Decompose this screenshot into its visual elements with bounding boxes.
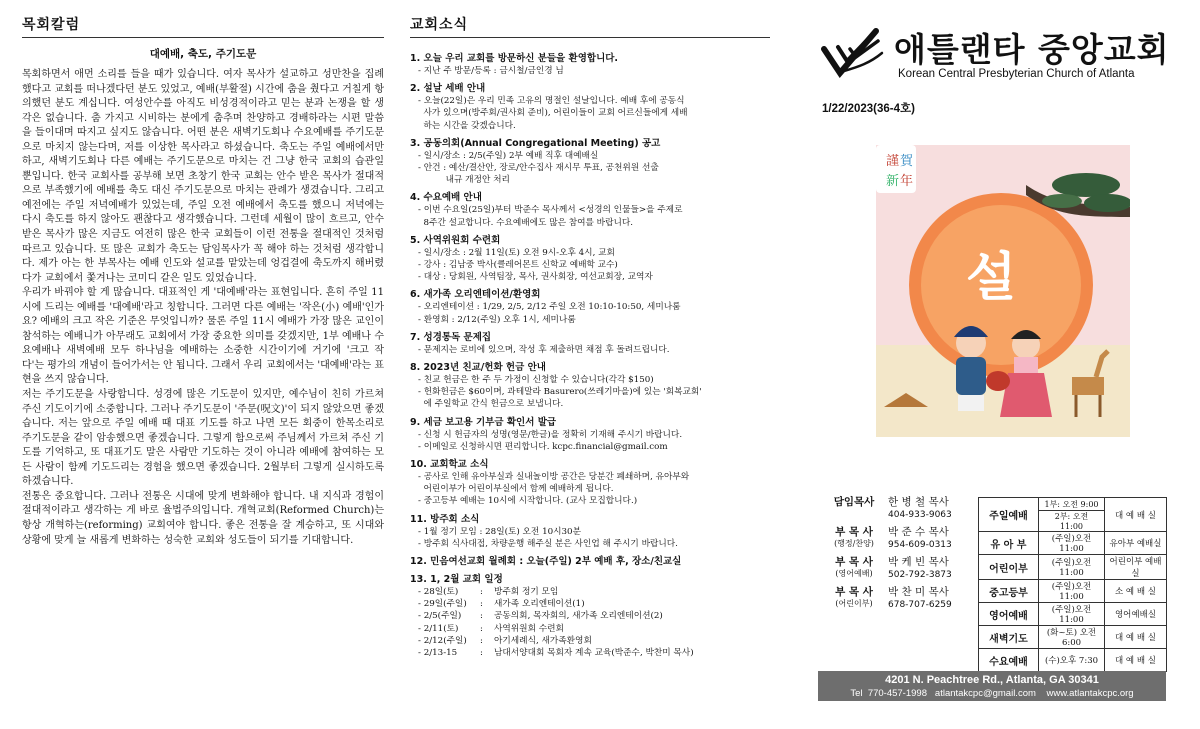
staff-title: 부 목 사 <box>835 586 873 598</box>
staff-title: 부 목 사 <box>835 526 873 538</box>
staff-role <box>826 586 882 611</box>
news-item <box>410 191 770 228</box>
schedule-event: 방주회 정기 모임 <box>494 587 559 598</box>
news-item <box>410 52 770 77</box>
schedule-separator: : <box>480 599 483 610</box>
staff-name: 박 찬 미 목사 <box>888 586 949 598</box>
column-paragraph: 전통은 중요합니다. 그러나 전통은 시대에 맞게 변화해야 합니다. 내 지식과 경험이 절대적이라고 생각하는 게 바로 율법주의입니다. 개혁교회(Reformed Church)는 항상 개혁하는(reforming) 교회여야 합니다. 좋은 전통을 잘 계승하고, 또 시대와 상황에 맞게 늘 새롭게 변화하는 성숙한 교회와 성도들이 되기를 기대합니다. <box>22 490 384 546</box>
schedule-date: - 2/12(주일) <box>418 635 467 646</box>
schedule-date: - 2/13-15 <box>418 648 458 659</box>
staff-role <box>826 526 882 551</box>
staff-info <box>882 556 952 581</box>
schedule-date: - 2/11(토) <box>418 623 459 634</box>
news-item-title: 4. 수요예배 안내 <box>410 192 482 204</box>
issue-date: 1/22/2023(36-4호) <box>822 103 915 115</box>
church-name: 애틀랜타 중앙교회 <box>894 30 1170 69</box>
news-item-line: 어린이부가 어린이부실에서 함께 예배하게 됩니다. <box>418 484 614 495</box>
column-title: 대예배, 축도, 주기도문 <box>149 48 257 60</box>
email-link[interactable]: atlantakcpc@gmail.com <box>934 688 1036 699</box>
news-item <box>410 331 770 356</box>
news-item-line: 에 주일학교 간식 헌금으로 보냅니다. <box>418 399 564 410</box>
website-link[interactable]: www.atlantakcpc.org <box>1046 688 1134 699</box>
staff-phone: 954-609-0313 <box>888 540 952 550</box>
worship-place: 대 예 배 실 <box>1105 626 1167 649</box>
staff-info <box>882 496 952 521</box>
church-name-english: Korean Central Presbyterian Church of Atlanta <box>898 68 1135 80</box>
schedule-section <box>410 573 770 659</box>
staff-department: (영어예배) <box>835 569 873 578</box>
news-item-line: - 중고등부 예배는 10시에 시작합니다. (교사 모집합니다.) <box>418 496 638 507</box>
schedule-row <box>410 623 770 635</box>
schedule-row <box>410 647 770 659</box>
worship-name: 어린이부 <box>979 555 1039 580</box>
lunar-new-year-illustration <box>876 145 1130 437</box>
news-item-title: 1. 오늘 우리 교회를 방문하신 분들을 환영합니다. <box>410 53 619 64</box>
worship-time: (수)오후 7:30 <box>1039 649 1105 672</box>
worship-row <box>979 580 1167 603</box>
staff-title: 담임목사 <box>833 496 875 508</box>
news-item-title: 12. 민음여선교회 월례회 : 오늘(주일) 2부 예배 후, 장소/친교실 <box>410 556 682 568</box>
worship-time: 1부: 오전 9:00 <box>1039 498 1105 511</box>
worship-place: 대 예 배 실 <box>1105 649 1167 672</box>
news-item-line: - 지난 주 방문/등록 : 금시철/금인경 님 <box>418 66 564 76</box>
staff-phone: 502-792-3873 <box>888 570 952 580</box>
badge-char: 賀 <box>900 154 914 169</box>
worship-place: 유아부 예배실 <box>1105 532 1167 555</box>
column-paragraph: 목회하면서 애먼 소리를 들을 때가 있습니다. 여자 목사가 설교하고 성만찬을 집례했다고 교회를 떠나겠다던 분도 있었고, 예배(부활절) 시간에 춤을 췄다고 거칠게 항의했던 분도 계십니다. 여성안수를 아직도 비성경적이라고 믿는 분과 논쟁을 할 생각은 없습니다. 춤 가지고 시비하는 분에게 춤추며 찬양하고 경배하라는 시편 말씀을 들이대며 따지고 싶지도 않습니다. 어떤 분은 새벽기도회나 수요예배를 주기도문으로 마치지 않는다며, 저를 이상한 목사라고 하셨습니다. 축도는 주일 예배에서만 하고, 새벽기도회나 다른 예배는 주기도문으로 마치는 건 그냥 한국 교회의 습관일 뿐입니다. 한국 교회사를 공부해 보면 초창기 한국 교회는 안수 받은 목사가 절대적으로 부족했기에 예배를 축도 대신 주기도문으로 마치는 관례가 생겼습니다. 그리고 예전에는 주일 저녁예배가 있었는데, 주일 오전 예배에서 축도를 했으니 저녁에는 다시 축도를 하지 않아도 괜찮다고 생각했습니다. 그런데 세월이 많이 흐르고, 안수 받은 목사가 많은 지금도 여전히 많은 한국 교회들이 이런 전통을 절대적인 것처럼 따르고 있습니다. 또 많은 교회가 축도는 담임목사가 꼭 해야 하는 것처럼 생각합니다. 제가 아는 한 부목사는 예배 인도와 설교를 맡았는데 엉겁결에 축도까지 해버렸다가 교회에서 쫓겨나는 코미디 같은 일도 있었습니다. <box>22 69 384 284</box>
badge-char: 新 <box>886 174 900 189</box>
staff-phone: 678-707-6259 <box>888 600 952 610</box>
schedule-row <box>410 586 770 598</box>
worship-place: 영어예배실 <box>1105 603 1167 626</box>
schedule-row <box>410 598 770 610</box>
news-item <box>410 513 770 550</box>
church-news <box>410 14 770 714</box>
news-item <box>410 137 770 187</box>
news-item-line: - 오리엔테이션 : 1/29, 2/5, 2/12 주일 오전 10:10-10:50, 세미나룸 <box>418 302 681 313</box>
staff-role <box>826 556 882 581</box>
news-item <box>410 234 770 284</box>
staff-department: (행정/찬양) <box>834 539 874 548</box>
news-item-title: 8. 2023년 친교/헌화 헌금 안내 <box>410 362 546 374</box>
pastor-column <box>22 14 384 714</box>
phone: Tel 770-457-1998 <box>850 688 927 699</box>
news-item-line: - 환영회 : 2/12(주일) 오후 1시, 세미나룸 <box>418 314 576 325</box>
news-item-line: 하는 시간을 갖겠습니다. <box>418 120 516 131</box>
schedule-separator: : <box>480 623 483 634</box>
news-item-line: - 신청 시 헌금자의 성명(영문/한글)을 정확히 기재해 주시기 바랍니다. <box>418 429 683 440</box>
worship-time: (주일)오전 11:00 <box>1039 532 1105 555</box>
news-item <box>410 555 770 568</box>
schedule-separator: : <box>480 587 483 598</box>
news-item-title: 9. 세금 보고용 기부금 확인서 발급 <box>410 416 557 428</box>
news-item-line: - 강사 : 김남중 박사(클레어몬트 신학교 예배학 교수) <box>418 260 618 271</box>
worship-time: (주일)오전 11:00 <box>1039 555 1105 580</box>
news-item-line: - 일시/장소 : 2/5(주일) 2부 예배 직후 대예배실 <box>418 150 599 161</box>
news-item-title: 2. 설날 세배 안내 <box>410 83 486 95</box>
news-item-line: - 공사로 인해 유아부실과 실내놀이방 공간은 당분간 폐쇄하며, 유아부와 <box>418 472 690 483</box>
staff-department: (어린이부) <box>835 599 873 608</box>
news-item <box>410 458 770 508</box>
schedule-date: - 2/5(주일) <box>418 611 462 622</box>
church-address: 4201 N. Peachtree Rd., Atlanta, GA 30341 <box>885 674 1099 686</box>
schedule-event: 남대서양대회 목회자 계속 교육(박준수, 박찬미 목사) <box>494 648 694 659</box>
column-heading: 목회칼럼 <box>22 14 384 38</box>
news-item-line: - 안건 : 예산/결산안, 장로/안수집사 재시무 투표, 공천위원 선출 <box>418 163 659 174</box>
news-item-line: 사가 있으며(방주회/권사회 준비), 어린이들이 교회 어르신들에게 세배 <box>418 108 688 119</box>
staff-name: 박 케 빈 목사 <box>888 556 949 568</box>
staff-info <box>882 586 952 611</box>
worship-row <box>979 532 1167 555</box>
staff-role <box>826 496 882 521</box>
staff-info <box>882 526 952 551</box>
news-item-line: - 이메일로 신청하시면 편리합니다. kcpc.financial@gmail.com <box>418 441 668 452</box>
worship-name: 주일예배 <box>979 498 1039 532</box>
news-item <box>410 288 770 325</box>
worship-row <box>979 626 1167 649</box>
news-item-title: 3. 공동의회(Annual Congregational Meeting) 공고 <box>410 137 661 149</box>
news-list <box>410 52 770 659</box>
staff-member <box>826 586 971 611</box>
footer-contact <box>818 671 1166 701</box>
news-item-line: 8주간 설교합니다. 수요예배에도 많은 참여를 바랍니다. <box>418 217 634 228</box>
news-item-line: 내규 개정안 처리 <box>418 175 510 186</box>
schedule-separator: : <box>480 648 483 659</box>
worship-place: 소 예 배 실 <box>1105 580 1167 603</box>
news-item-line: - 일시/장소 : 2월 11일(토) 오전 9시-오후 4시, 교회 <box>418 247 615 258</box>
schedule-event: 새가족 오리엔테이션(1) <box>494 599 585 610</box>
worship-name: 중고등부 <box>979 580 1039 603</box>
worship-name: 수요예배 <box>979 649 1039 672</box>
news-item-title: 5. 사역위원회 수련회 <box>410 234 501 246</box>
worship-row <box>979 555 1167 580</box>
news-item-title: 6. 새가족 오리엔테이션/환영회 <box>410 289 541 301</box>
worship-schedule-table <box>978 497 1167 672</box>
news-item-line: - 헌화헌금은 $60이며, 과테말라 Basurero(쓰레기마을)에 있는 '회복교회' <box>418 387 702 398</box>
staff-member <box>826 556 971 581</box>
worship-place: 어린이부 예배실 <box>1105 555 1167 580</box>
staff-title: 부 목 사 <box>835 556 873 568</box>
column-body <box>22 68 384 548</box>
worship-name: 유 아 부 <box>979 532 1039 555</box>
schedule-event: 공동의회, 목자회의, 새가족 오리엔테이션(2) <box>494 611 663 622</box>
schedule-separator: : <box>480 611 483 622</box>
badge-char: 謹 <box>886 154 900 169</box>
news-item-title: 7. 성경통독 문제집 <box>410 331 492 343</box>
schedule-separator: : <box>480 635 483 646</box>
column-paragraph: 저는 주기도문을 사랑합니다. 성경에 많은 기도문이 있지만, 예수님이 친히 가르쳐주신 기도이기에 소중합니다. 그러나 주기도문이 '주문(呪文)'이 되지 않았으면 좋겠습니다. 저는 앞으로 주일 예배 때 대표 기도를 하고 나면 모든 회중이 한목소리로 주기도문을 같이 암송했으면 좋겠습니다. 그렇게 함으로써 주님께서 가르쳐 주신 기도를 기억하고, 또 대표기도 말은 사람만 기도하는 것이 아니라 예배에 참여하는 모든 사람이 함께 기도드리는 경험을 했으면 좋겠습니다. 2월부터 그렇게 실시하도록 하겠습니다. <box>22 389 384 488</box>
staff-member <box>826 526 971 551</box>
church-logo-icon <box>820 27 886 79</box>
news-item-line: - 문제지는 로비에 있으며, 작성 후 제출하면 채점 후 돌려드립니다. <box>418 344 670 355</box>
worship-row <box>979 498 1167 511</box>
news-item <box>410 416 770 453</box>
staff-name: 한 병 철 목사 <box>888 496 949 508</box>
worship-name: 새벽기도 <box>979 626 1039 649</box>
worship-place: 대 예 배 실 <box>1105 498 1167 532</box>
worship-time: 2부: 오전 11:00 <box>1039 511 1105 532</box>
worship-row <box>979 603 1167 626</box>
news-item-title: 11. 방주회 소식 <box>410 513 480 525</box>
badge-char: 年 <box>900 174 914 189</box>
worship-time: (주일)오전 11:00 <box>1039 603 1105 626</box>
news-item-line: - 이번 수요일(25일)부터 박준수 목사께서 <성경의 인물들>을 주제로 <box>418 205 683 216</box>
news-heading: 교회소식 <box>410 14 770 38</box>
worship-time: (화~토) 오전 6:00 <box>1039 626 1105 649</box>
worship-name: 영어예배 <box>979 603 1039 626</box>
news-item-title: 10. 교회학교 소식 <box>410 459 489 471</box>
seol-title: 설 <box>966 248 1017 308</box>
news-item-line: - 친교 헌금은 한 주 두 가정이 신청할 수 있습니다(각각 $150) <box>418 375 654 386</box>
staff-name: 박 준 수 목사 <box>888 526 949 538</box>
news-item <box>410 361 770 411</box>
pastoral-staff <box>826 496 971 616</box>
contact-line <box>818 688 1166 699</box>
schedule-event: 사역위원회 수련회 <box>494 623 564 634</box>
news-item-line: - 1월 정기 모임 : 28일(토) 오전 10시30분 <box>418 526 581 537</box>
schedule-row <box>410 635 770 647</box>
news-item-line: - 방주회 식사대접, 차량운행 해주실 분은 사인업 해 주시기 바랍니다. <box>418 538 678 549</box>
schedule-title: 13. 1, 2월 교회 일정 <box>410 574 503 586</box>
schedule-date: - 28일(토) <box>418 587 459 598</box>
schedule-date: - 29일(주일) <box>418 599 467 610</box>
news-item <box>410 82 770 132</box>
news-item-line: - 대상 : 당회원, 사역팀장, 목사, 권사회장, 여선교회장, 교역자 <box>418 272 653 283</box>
news-item-line: - 오늘(22일)은 우리 민족 고유의 명절인 설날입니다. 예배 후에 공동식 <box>418 96 685 107</box>
column-paragraph: 우리가 바꿔야 할 게 많습니다. 대표적인 게 '대예배'라는 표현입니다. 흔히 주일 11시에 드리는 예배를 '대예배'라고 칭합니다. 그러면 다른 예배는 '작은(小) 예배'인가요? 예배의 크고 작은 기준은 무엇입니까? 물론 주일 11시 예배가 가장 많은 교인이 참석하는 예배니가 아무래도 교회에서 가장 중요한 의미를 갖겠지만, 1부 예배나 수요예배나 새벽예배 모두 하나님을 예배하는 소중한 시간이기에 거기에 '크고 작다'는 평가의 개념이 들어가서는 안 됩니다. 그래서 우리 교회에서는 '대예배'라는 표현을 쓰지 않습니다. <box>22 287 384 386</box>
worship-time: (주일)오전 11:00 <box>1039 580 1105 603</box>
schedule-row <box>410 610 770 622</box>
staff-member <box>826 496 971 521</box>
schedule-event: 아기세례식, 새가족환영회 <box>494 635 592 646</box>
staff-phone: 404-933-9063 <box>888 510 952 520</box>
masthead-column <box>790 0 1200 729</box>
worship-row <box>979 649 1167 672</box>
